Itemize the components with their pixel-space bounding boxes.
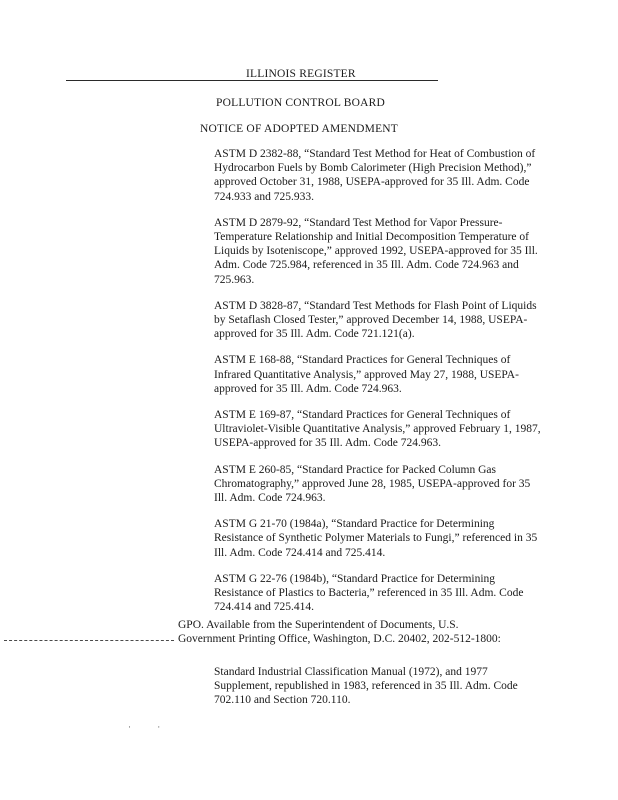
list-item: ASTM E 169-87, “Standard Practices for General Techniques of Ultraviolet-Visible Quantitative Analysis,” approved February 1, 1987, USEPA-approved for 35 Ill. Adm. Code 724.963. <box>214 409 541 450</box>
list-item: ASTM G 21-70 (1984a), “Standard Practice for Determining Resistance of Synthetic Polymer Materials to Fungi,” referenced in 35 Ill. Adm. Code 724.414 and 725.414. <box>214 518 538 559</box>
scan-artifact-dash <box>4 640 174 641</box>
list-item: ASTM E 260-85, “Standard Practice for Packed Column Gas Chromatography,” approved June 28, 1985, USEPA-approved for 35 Ill. Adm. Code 724.963. <box>214 463 531 505</box>
sic-manual-entry: Standard Industrial Classification Manual (1972), and 1977 Supplement, republished in 1983, referenced in 35 Ill. Adm. Code 702.110 and Section 720.110. <box>214 666 518 707</box>
list-item: ASTM D 3828-87, “Standard Test Methods for Flash Point of Liquids by Setaflash Closed Tester,” approved December 14, 1988, USEPA-approved for 35 Ill. Adm. Code 721.121(a). <box>214 299 537 341</box>
list-item: ASTM D 2879-92, “Standard Test Method for Vapor Pressure-Temperature Relationship and Initial Decomposition Temperature of Liquids by Isoteniscope,” approved 1992, USEPA-approved for 35 Ill. Adm. Code 725.984, referenced in 35 Ill. Adm. Code 724.963 and 725.963. <box>214 216 538 286</box>
astm-entry-list <box>214 147 544 626</box>
gpo-heading <box>178 618 538 646</box>
list-item: ASTM G 22-76 (1984b), “Standard Practice for Determining Resistance of Plastics to Bacteria,” referenced in 35 Ill. Adm. Code 724.414 and 725.414. <box>214 572 524 614</box>
gpo-line-2: Government Printing Office, Washington, D.C. 20402, 202-512-1800: <box>178 633 501 646</box>
gpo-line-1: GPO. Available from the Superintendent of Documents, U.S. <box>178 619 459 631</box>
list-item: ASTM E 168-88, “Standard Practices for General Techniques of Infrared Quantitative Analysis,” approved May 27, 1988, USEPA-approved for 35 Ill. Adm. Code 724.963. <box>214 354 519 395</box>
header-rule <box>66 80 438 81</box>
scan-artifact-specks: · · <box>128 722 173 732</box>
notice-title: NOTICE OF ADOPTED AMENDMENT <box>200 123 399 135</box>
board-title: POLLUTION CONTROL BOARD <box>216 97 386 109</box>
register-title: ILLINOIS REGISTER <box>246 68 356 80</box>
list-item: ASTM D 2382-88, “Standard Test Method for Heat of Combustion of Hydrocarbon Fuels by Bomb Calorimeter (High Precision Method),” approved October 31, 1988, USEPA-approved for 35 Ill. Adm. Code 724.933 and 725.933. <box>214 148 536 203</box>
